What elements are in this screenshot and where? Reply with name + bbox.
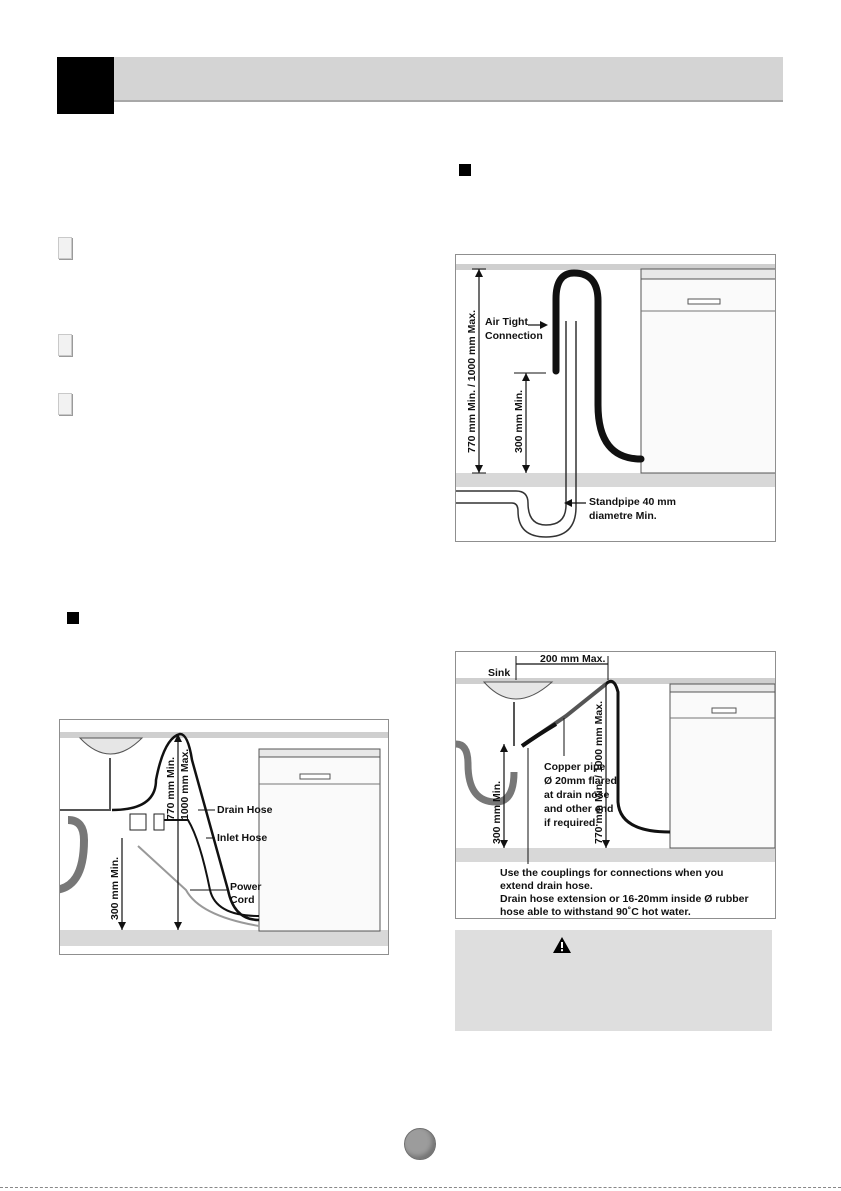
dimension-arrow [522, 373, 530, 381]
sink-trap [60, 820, 84, 890]
warning-panel [455, 930, 772, 1031]
label-300-min: 300 mm Min. [491, 780, 503, 844]
step-box-2 [58, 334, 72, 356]
label-power: Power [230, 881, 262, 893]
label-200-max: 200 mm Max. [540, 653, 606, 665]
label-sink: Sink [488, 667, 511, 679]
sink-trap [456, 744, 514, 802]
label-connection: Connection [485, 330, 543, 342]
drain-hose [556, 273, 641, 459]
label-1000-max: 1000 mm Max. [179, 748, 191, 820]
section-bullet-sink [67, 612, 79, 624]
dimension-arrow [118, 922, 126, 930]
copper-pipe-svg [456, 652, 775, 918]
step-box-3 [58, 393, 72, 415]
label-copper-2: Ø 20mm flared [544, 775, 617, 787]
footer-dashed-rule [0, 1187, 841, 1188]
label-copper-5: if required. [544, 817, 599, 829]
label-770-1000: 770 mm Min. / 1000 mm Max. [593, 701, 605, 844]
wall-socket [130, 814, 146, 830]
note-line-3: Drain hose extension or 16-20mm inside Ø rubber [500, 893, 749, 905]
note-line-1: Use the couplings for connections when you [500, 867, 724, 879]
standpipe-diagram [455, 254, 776, 542]
label-770-min: 770 mm Min. [165, 756, 177, 820]
air-tight-arrowhead [540, 321, 548, 329]
label-300-min: 300 mm Min. [513, 389, 525, 453]
sink-drain-pipe [60, 758, 110, 810]
drain-hose [606, 681, 670, 832]
page-number-circle [404, 1128, 436, 1160]
copper-pipe-diagram [455, 651, 776, 919]
dishwasher-top [670, 684, 775, 692]
inlet-tap [154, 814, 164, 830]
dimension-arrow [475, 465, 483, 473]
warning-triangle-icon [552, 936, 572, 954]
label-cord: Cord [230, 894, 255, 906]
label-300-min: 300 mm Min. [109, 856, 121, 920]
label-copper-1: Copper pipe [544, 761, 606, 773]
floor-band [60, 930, 388, 946]
sink-basin [80, 738, 142, 754]
dishwasher-handle [688, 299, 720, 304]
section-bullet-standpipe [459, 164, 471, 176]
label-drain-hose: Drain Hose [217, 804, 273, 816]
dimension-arrow [522, 465, 530, 473]
note-line-2: extend drain hose. [500, 880, 593, 892]
counter-top [60, 732, 388, 738]
header-section-block [57, 57, 114, 114]
drain-hose-extension [522, 724, 556, 746]
floor-band [456, 848, 775, 862]
note-line-4: hose able to withstand 90˚C hot water. [500, 906, 691, 918]
step-box-1 [58, 237, 72, 259]
header-bar [57, 57, 783, 102]
label-standpipe: Standpipe 40 mm [589, 496, 676, 508]
dimension-arrow [500, 744, 508, 752]
floor-band [456, 473, 775, 487]
label-copper-4: and other end [544, 803, 614, 815]
label-inlet-hose: Inlet Hose [217, 832, 268, 844]
dimension-arrow [475, 269, 483, 277]
sink-connection-diagram [59, 719, 389, 955]
label-770-1000: 770 mm Min. / 1000 mm Max. [466, 310, 478, 453]
standpipe-diagram-svg [456, 255, 775, 541]
sink-connection-svg [60, 720, 388, 954]
label-diametre: diametre Min. [589, 510, 657, 522]
dishwasher-top [259, 749, 380, 757]
dimension-arrow [174, 922, 182, 930]
dishwasher-top [641, 269, 775, 279]
dishwasher-handle [712, 708, 736, 713]
sink-basin [484, 682, 552, 699]
label-air-tight: Air Tight [485, 316, 528, 328]
standpipe-arrowhead [564, 499, 572, 507]
dishwasher-handle [300, 774, 330, 779]
label-copper-3: at drain nose [544, 789, 610, 801]
